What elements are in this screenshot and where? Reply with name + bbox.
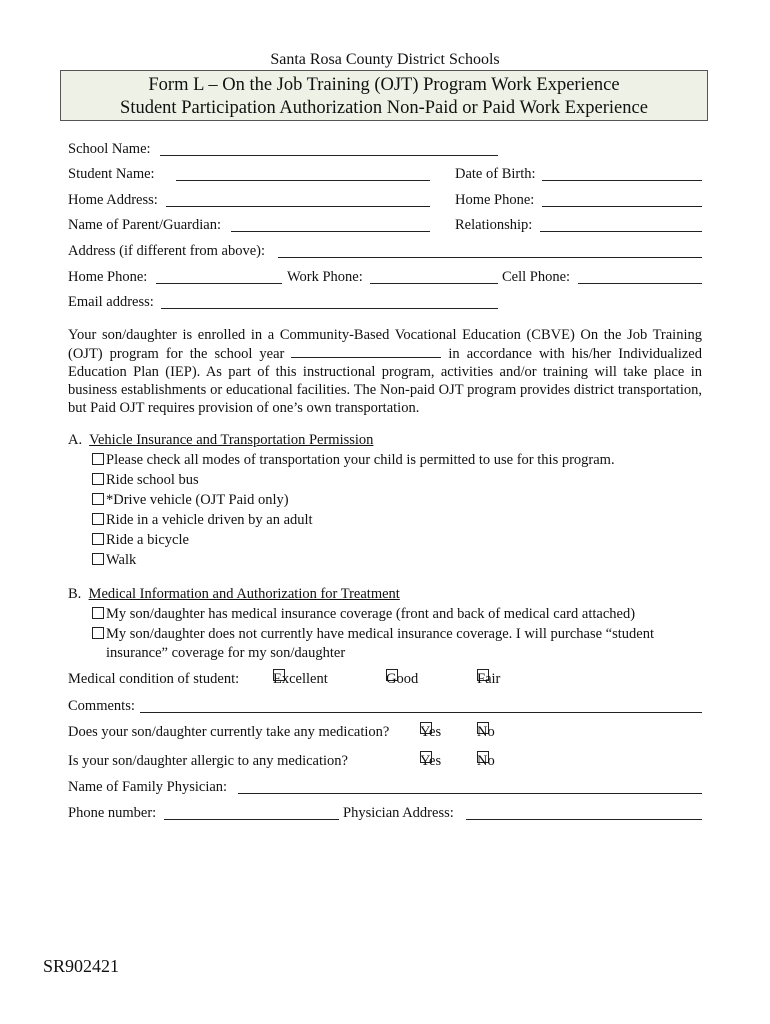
alt-address-field[interactable] (278, 257, 702, 258)
drive-vehicle-option (92, 490, 289, 510)
enrollment-paragraph (68, 326, 702, 417)
comments-label: Comments: (68, 698, 135, 714)
transport-instruction (92, 450, 615, 470)
home-address-row (68, 190, 704, 210)
option-label: Ride school bus (106, 472, 199, 488)
checkbox[interactable] (92, 607, 104, 619)
home-phone-2-label: Home Phone: (68, 269, 148, 285)
email-row (68, 292, 704, 312)
checkbox[interactable] (92, 473, 104, 485)
medical-condition-label: Medical condition of student: (68, 671, 240, 687)
checkbox[interactable] (92, 627, 104, 639)
option-label: Yes (420, 724, 442, 740)
option-label: Ride a bicycle (106, 532, 189, 548)
allergy-row (68, 751, 704, 771)
home-phone-2-field[interactable] (156, 283, 282, 284)
option-label: Please check all modes of transportation your child is permitted to use for this program. (106, 452, 615, 468)
school-name-field[interactable] (160, 155, 498, 156)
form-code: SR902421 (43, 956, 120, 976)
medication-row (68, 722, 704, 742)
student-name-field[interactable] (176, 180, 430, 181)
district-name: Santa Rosa County District Schools (270, 51, 500, 68)
option-label: No (477, 724, 495, 740)
option-label: My son/daughter has medical insurance coverage (front and back of medical card attached) (106, 606, 636, 622)
option-label: Ride in a vehicle driven by an adult (106, 512, 313, 528)
section-a-prefix: A. (68, 432, 83, 448)
walk-option (92, 550, 136, 570)
physician-row (68, 777, 704, 797)
parent-row (68, 215, 704, 235)
no-insurance-continuation: insurance” coverage for my son/daughter (106, 645, 346, 661)
home-address-label: Home Address: (68, 192, 158, 208)
date-of-birth-field[interactable] (542, 180, 702, 181)
home-address-field[interactable] (166, 206, 430, 207)
ride-bicycle-option (92, 530, 189, 550)
ride-adult-vehicle-option (92, 510, 313, 530)
relationship-field[interactable] (540, 231, 702, 232)
student-row (68, 164, 704, 184)
school-year-field[interactable] (291, 344, 441, 358)
no-insurance-option (92, 624, 654, 644)
form-title-line2: Student Participation Authorization Non-Paid or Paid Work Experience (120, 98, 648, 118)
physician-label: Name of Family Physician: (68, 779, 228, 795)
phone-number-field[interactable] (164, 819, 339, 820)
home-phone-label: Home Phone: (455, 192, 535, 208)
parent-name-field[interactable] (231, 231, 430, 232)
section-a-title: Vehicle Insurance and Transportation Permission (89, 432, 374, 448)
email-field[interactable] (161, 308, 498, 309)
checkbox[interactable] (92, 553, 104, 565)
home-phone-field[interactable] (542, 206, 702, 207)
section-b-prefix: B. (68, 586, 82, 602)
cell-phone-label: Cell Phone: (502, 269, 571, 285)
work-phone-label: Work Phone: (287, 269, 363, 285)
section-b-title: Medical Information and Authorization for Treatment (88, 586, 400, 602)
option-label: My son/daughter does not currently have medical insurance coverage. I will purchase “student (106, 626, 654, 642)
has-insurance-option (92, 604, 635, 624)
cell-phone-field[interactable] (578, 283, 702, 284)
option-label: Yes (420, 753, 442, 769)
medication-question: Does your son/daughter currently take any medication? (68, 724, 390, 740)
option-label: Excellent (273, 671, 328, 687)
alt-address-label: Address (if different from above): (68, 243, 266, 259)
option-label: *Drive vehicle (OJT Paid only) (106, 492, 289, 508)
section-b-heading (68, 584, 400, 604)
student-name-label: Student Name: (68, 166, 155, 182)
checkbox[interactable] (92, 513, 104, 525)
paragraph-part1: Your son/daughter is enrolled in a Community-Based Vocational Education (CBVE) On the Job Training (OJT) program for the school year (68, 327, 702, 362)
comments-field[interactable] (140, 712, 702, 713)
alt-address-row (68, 241, 704, 261)
section-a-heading (68, 430, 373, 450)
parent-name-label: Name of Parent/Guardian: (68, 217, 222, 233)
allergy-question: Is your son/daughter allergic to any medication? (68, 753, 348, 769)
option-label: No (477, 753, 495, 769)
option-label: Walk (106, 552, 137, 568)
phone-number-label: Phone number: (68, 805, 157, 821)
physician-contact-row (68, 803, 704, 823)
email-label: Email address: (68, 294, 154, 310)
form-title-box (60, 70, 708, 121)
checkbox[interactable] (92, 453, 104, 465)
checkbox[interactable] (92, 493, 104, 505)
form-title-line1: Form L – On the Job Training (OJT) Program Work Experience (148, 75, 620, 95)
comments-row (68, 696, 704, 716)
phones-row (68, 267, 704, 287)
checkbox[interactable] (92, 533, 104, 545)
work-phone-field[interactable] (370, 283, 498, 284)
physician-address-field[interactable] (466, 819, 702, 820)
option-label: Good (386, 671, 419, 687)
option-label: Fair (477, 671, 501, 687)
relationship-label: Relationship: (455, 217, 533, 233)
school-name-row (68, 139, 704, 159)
physician-address-label: Physician Address: (343, 805, 454, 821)
physician-field[interactable] (238, 793, 702, 794)
school-name-label: School Name: (68, 141, 151, 157)
date-of-birth-label: Date of Birth: (455, 166, 536, 182)
paragraph-part2: in accordance with his/her Individualized Education Plan (IEP). As part of this instructional program, activities and/or training will take place in business establishments or educational facilities. The Non-paid OJT program provides district transportation, but Paid OJT requires provision of one’s own transportation. (68, 346, 702, 416)
ride-school-bus-option (92, 470, 199, 490)
medical-condition-row (68, 669, 704, 689)
